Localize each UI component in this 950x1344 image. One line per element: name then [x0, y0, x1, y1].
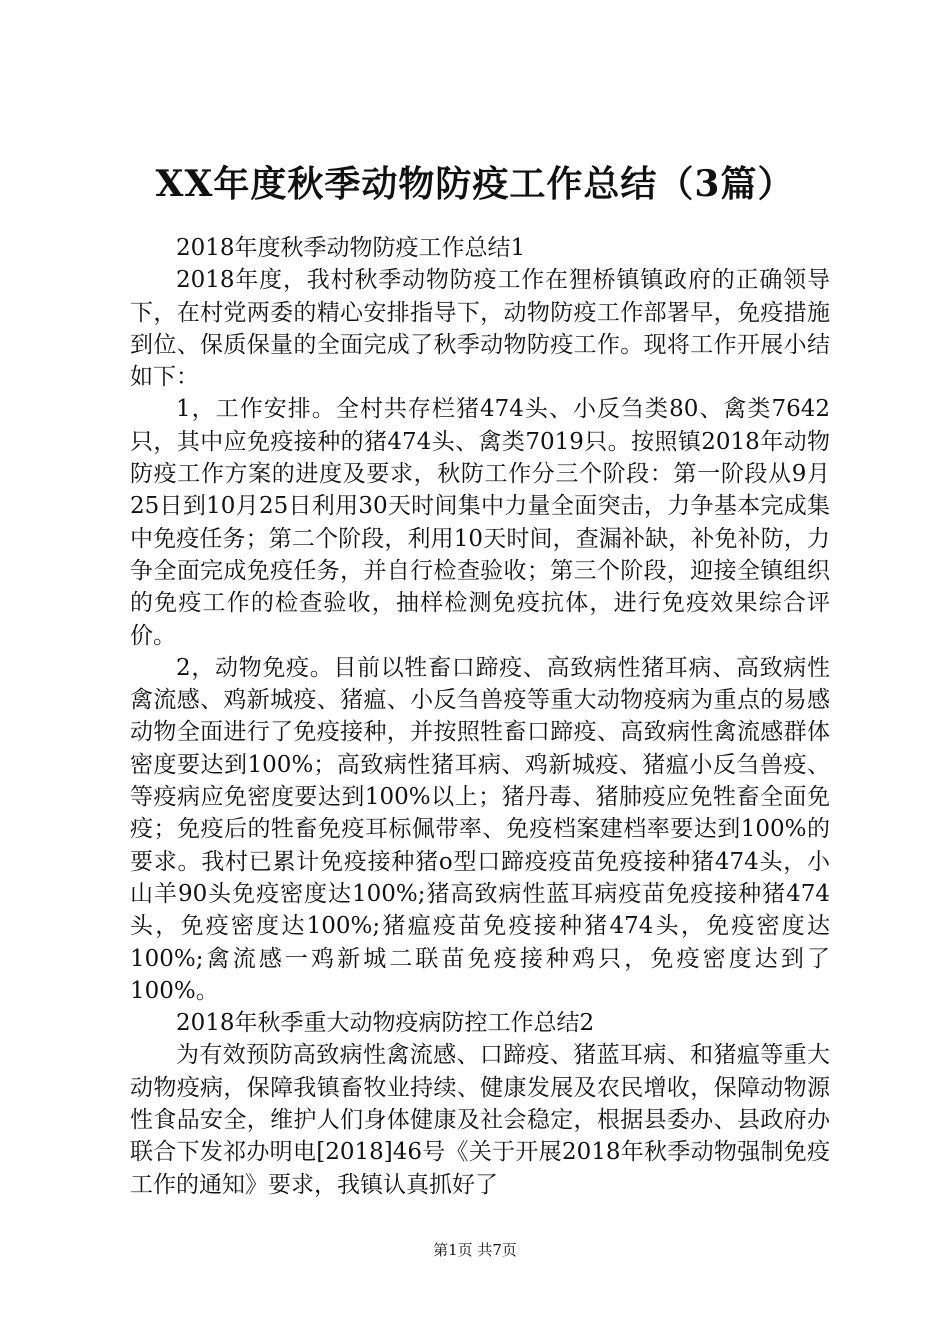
page-number-footer: 第1页 共7页 [433, 1241, 517, 1259]
paragraph-intro: 2018年度，我村秋季动物防疫工作在狸桥镇镇政府的正确领导下，在村党两委的精心安排指导下，动物防疫工作部署早，免疫措施到位、保质保量的全面完成了秋季动物防疫工作。现将工作开展小结如下： [130, 267, 830, 391]
section-heading-1: 2018年度秋季动物防疫工作总结1 [176, 235, 526, 261]
paragraph-prevention: 为有效预防高致病性禽流感、口蹄疫、猪蓝耳病、和猪瘟等重大动物疫病，保障我镇畜牧业持续、健康发展及农民增收，保障动物源性食品安全，维护人们身体健康及社会稳定，根据县委办、县政府办联合下发祁办明电[2018]46号《关于开展2018年秋季动物强制免疫工作的通知》要求，我镇认真抓好了 [130, 1042, 830, 1198]
paragraph-animal-immunization: 2，动物免疫。目前以牲畜口蹄疫、高致病性猪耳病、高致病性禽流感、鸡新城疫、猪瘟、小反刍兽疫等重大动物疫病为重点的易感动物全面进行了免疫接种，并按照牲畜口蹄疫、高致病性禽流感群体密度要达到100%；高致病性猪耳病、鸡新城疫、猪瘟小反刍兽疫、等疫病应免密度要达到100%以上；猪丹毒、猪肺疫应免牲畜全面免疫；免疫后的牲畜免疫耳标佩带率、免疫档案建档率要达到100%的要求。我村已累计免疫接种猪o型口蹄疫疫苗免疫接种猪474头，小山羊90头免疫密度达100%;猪高致病性蓝耳病疫苗免疫接种猪474头，免疫密度达100%;猪瘟疫苗免疫接种猪474头，免疫密度达100%;禽流感一鸡新城二联苗免疫接种鸡只，免疫密度达到了100%。 [130, 654, 830, 1004]
document-title: XX年度秋季动物防疫工作总结（3篇） [155, 163, 795, 205]
document-body [130, 232, 830, 1201]
paragraph-work-arrangement: 1，工作安排。全村共存栏猪474头、小反刍类80、禽类7642只，其中应免疫接种的猪474头、禽类7019只。按照镇2018年动物防疫工作方案的进度及要求，秋防工作分三个阶段：第一阶段从9月25日到10月25日利用30天时间集中力量全面突击，力争基本完成集中免疫任务；第二个阶段，利用10天时间，查漏补缺，补免补防，力争全面完成免疫任务，并自行检查验收；第三个阶段，迎接全镇组织的免疫工作的检查验收，抽样检测免疫抗体，进行免疫效果综合评价。 [130, 396, 830, 649]
section-heading-2: 2018年秋季重大动物疫病防控工作总结2 [176, 1010, 595, 1037]
